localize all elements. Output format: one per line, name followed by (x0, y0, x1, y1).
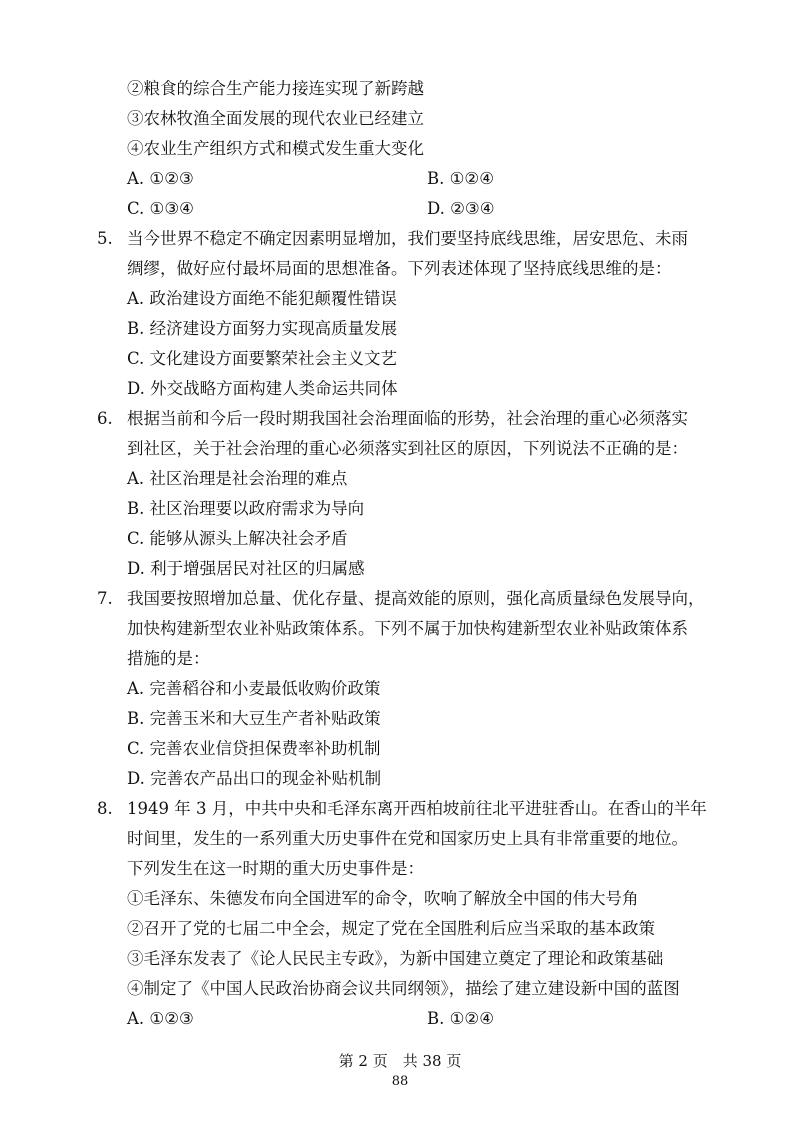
q7-stem-line-2: 加快构建新型农业补贴政策体系。下列不属于加快构建新型农业补贴政策体系 (127, 619, 688, 638)
q8-number: 8. (97, 799, 113, 818)
q4-statement-3: ③农林牧渔全面发展的现代农业已经建立 (127, 109, 424, 128)
q4-option-b: B. ①②④ (427, 169, 494, 188)
q7-option-d: D. 完善农产品出口的现金补贴机制 (127, 769, 382, 788)
q5-option-d: D. 外交战略方面构建人类命运共同体 (127, 379, 398, 398)
q6-option-a: A. 社区治理是社会治理的难点 (127, 469, 348, 488)
q6-stem-line-2: 到社区，关于社会治理的重心必须落实到社区的原因，下列说法不正确的是： (127, 439, 688, 458)
q8-stem-line-3: 下列发生在这一时期的重大历史事件是： (127, 859, 424, 878)
q5-number: 5. (97, 229, 113, 248)
q8-stem-line-2: 时间里，发生的一系列重大历史事件在党和国家历史上具有非常重要的地位。 (127, 829, 688, 848)
q6-option-b: B. 社区治理要以政府需求为导向 (127, 499, 365, 518)
q6-option-d: D. 利于增强居民对社区的归属感 (127, 559, 365, 578)
q7-option-a: A. 完善稻谷和小麦最低收购价政策 (127, 679, 381, 698)
q7-option-c: C. 完善农业信贷担保费率补助机制 (127, 739, 381, 758)
q4-statement-2: ②粮食的综合生产能力接连实现了新跨越 (127, 79, 424, 98)
q8-statement-1: ①毛泽东、朱德发布向全国进军的命令，吹响了解放全中国的伟大号角 (127, 889, 639, 908)
page-number-label: 第 2 页 共 38 页 (338, 1052, 462, 1070)
q5-option-a: A. 政治建设方面绝不能犯颠覆性错误 (127, 289, 397, 308)
q5-stem-line-1: 当今世界不稳定不确定因素明显增加，我们要坚持底线思维，居安思危、未雨 (127, 229, 688, 248)
q5-option-c: C. 文化建设方面要繁荣社会主义文艺 (127, 349, 398, 368)
q8-stem-line-1: 1949 年 3 月，中共中央和毛泽东离开西柏坡前往北平进驻香山。在香山的半年 (127, 799, 707, 818)
q8-option-a: A. ①②③ (127, 1009, 194, 1028)
q6-number: 6. (97, 409, 113, 428)
q8-option-b: B. ①②④ (427, 1009, 494, 1028)
q7-stem-line-1: 我国要按照增加总量、优化存量、提高效能的原则，强化高质量绿色发展导向， (127, 589, 705, 608)
q8-statement-3: ③毛泽东发表了《论人民民主专政》，为新中国建立奠定了理论和政策基础 (127, 949, 664, 968)
q4-statement-4: ④农业生产组织方式和模式发生重大变化 (127, 139, 424, 158)
sheet-number: 88 (391, 1074, 409, 1089)
q7-option-b: B. 完善玉米和大豆生产者补贴政策 (127, 709, 381, 728)
q5-stem-line-2: 绸缪，做好应付最坏局面的思想准备。下列表述体现了坚持底线思维的是： (127, 259, 672, 278)
q8-statement-2: ②召开了党的七届二中全会，规定了党在全国胜利后应当采取的基本政策 (127, 919, 655, 938)
q4-option-d: D. ②③④ (427, 199, 495, 218)
q7-number: 7. (97, 589, 113, 608)
q6-option-c: C. 能够从源头上解决社会矛盾 (127, 529, 348, 548)
q5-option-b: B. 经济建设方面努力实现高质量发展 (127, 319, 398, 338)
q7-stem-line-3: 措施的是： (127, 649, 210, 668)
q4-option-c: C. ①③④ (127, 199, 194, 218)
q4-option-a: A. ①②③ (127, 169, 194, 188)
q8-statement-4: ④制定了《中国人民政治协商会议共同纲领》，描绘了建立建设新中国的蓝图 (127, 979, 680, 998)
q6-stem-line-1: 根据当前和今后一段时期我国社会治理面临的形势，社会治理的重心必须落实 (127, 409, 688, 428)
